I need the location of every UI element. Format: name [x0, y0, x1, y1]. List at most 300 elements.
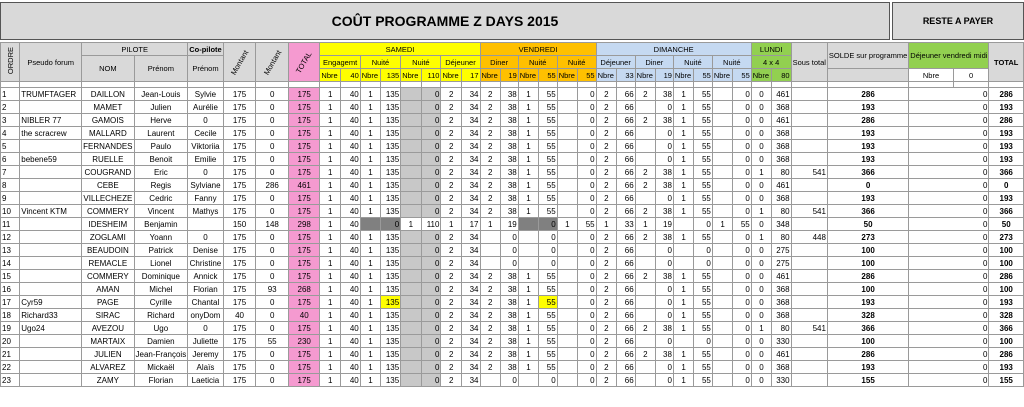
value-cell[interactable] [578, 309, 597, 322]
value-cell[interactable] [656, 88, 674, 101]
total-cell[interactable] [289, 270, 320, 283]
header-solde-blank[interactable] [827, 69, 908, 82]
montant1-cell[interactable] [223, 88, 256, 101]
value-cell[interactable] [656, 309, 674, 322]
value-cell[interactable] [360, 140, 380, 153]
dej-vend-cell[interactable] [909, 101, 989, 114]
nom-cell[interactable] [82, 192, 134, 205]
nom-cell[interactable] [82, 88, 134, 101]
prenom-cell[interactable] [134, 127, 188, 140]
dej-vend-cell[interactable] [909, 88, 989, 101]
value-cell[interactable] [381, 348, 401, 361]
value-cell[interactable] [772, 309, 791, 322]
value-cell[interactable] [539, 114, 558, 127]
value-cell[interactable] [401, 322, 421, 335]
value-cell[interactable] [733, 361, 752, 374]
value-cell[interactable] [751, 218, 771, 231]
value-cell[interactable] [712, 309, 732, 322]
nom-cell[interactable] [82, 114, 134, 127]
header-nbre[interactable] [712, 69, 732, 82]
value-cell[interactable] [712, 231, 732, 244]
nom-cell[interactable] [82, 309, 134, 322]
value-cell[interactable] [557, 153, 577, 166]
value-cell[interactable] [421, 101, 441, 114]
value-cell[interactable] [635, 88, 655, 101]
montant1-cell[interactable] [223, 244, 256, 257]
value-cell[interactable] [673, 127, 693, 140]
sous-total-cell[interactable] [791, 231, 827, 244]
value-cell[interactable] [500, 374, 518, 387]
montant1-cell[interactable] [223, 361, 256, 374]
value-cell[interactable] [772, 322, 791, 335]
value-cell[interactable] [617, 296, 636, 309]
value-cell[interactable] [341, 101, 361, 114]
value-cell[interactable] [421, 296, 441, 309]
value-cell[interactable] [596, 348, 617, 361]
header-sub-dejeuner[interactable] [441, 56, 480, 69]
sous-total-cell[interactable] [791, 166, 827, 179]
value-cell[interactable] [381, 114, 401, 127]
value-cell[interactable] [320, 296, 341, 309]
header-samedi[interactable] [320, 43, 480, 56]
prenom-copilote-cell[interactable] [188, 192, 224, 205]
solde-cell[interactable] [827, 192, 908, 205]
prenom-cell[interactable] [134, 166, 188, 179]
value-cell[interactable] [341, 114, 361, 127]
value-cell[interactable] [401, 348, 421, 361]
value-cell[interactable] [480, 335, 500, 348]
value-cell[interactable] [578, 166, 597, 179]
value-cell[interactable] [518, 231, 538, 244]
value-cell[interactable] [712, 101, 732, 114]
value-cell[interactable] [500, 322, 518, 335]
value-cell[interactable] [712, 374, 732, 387]
header-prenom-copilote[interactable] [188, 56, 224, 82]
value-cell[interactable] [733, 166, 752, 179]
value-cell[interactable] [557, 348, 577, 361]
value-cell[interactable] [635, 192, 655, 205]
value-cell[interactable] [401, 140, 421, 153]
value-cell[interactable] [596, 101, 617, 114]
value-cell[interactable] [360, 205, 380, 218]
value-cell[interactable] [401, 114, 421, 127]
value-cell[interactable] [578, 348, 597, 361]
value-cell[interactable] [694, 309, 713, 322]
ordre-cell[interactable] [1, 257, 20, 270]
montant2-cell[interactable] [256, 348, 289, 361]
prenom-copilote-cell[interactable] [188, 257, 224, 270]
prenom-cell[interactable] [134, 374, 188, 387]
value-cell[interactable] [539, 348, 558, 361]
header-dejeuner-vendredi[interactable] [909, 43, 989, 69]
value-cell[interactable] [500, 218, 518, 231]
prenom-cell[interactable] [134, 348, 188, 361]
montant2-cell[interactable] [256, 270, 289, 283]
value-cell[interactable] [712, 88, 732, 101]
ordre-cell[interactable] [1, 231, 20, 244]
value-cell[interactable] [656, 335, 674, 348]
nom-cell[interactable] [82, 283, 134, 296]
value-cell[interactable] [635, 335, 655, 348]
value-cell[interactable] [617, 231, 636, 244]
value-cell[interactable] [712, 140, 732, 153]
value-cell[interactable] [360, 231, 380, 244]
value-cell[interactable] [596, 231, 617, 244]
value-cell[interactable] [480, 166, 500, 179]
value-cell[interactable] [480, 127, 500, 140]
total-right-cell[interactable] [989, 374, 1024, 387]
solde-cell[interactable] [827, 257, 908, 270]
dej-vend-cell[interactable] [909, 218, 989, 231]
value-cell[interactable] [751, 296, 771, 309]
value-cell[interactable] [441, 179, 462, 192]
prenom-cell[interactable] [134, 322, 188, 335]
value-cell[interactable] [360, 270, 380, 283]
value-cell[interactable] [557, 309, 577, 322]
header-sous-total[interactable] [791, 43, 827, 82]
value-cell[interactable] [441, 88, 462, 101]
value-cell[interactable] [596, 309, 617, 322]
value-cell[interactable] [421, 322, 441, 335]
total-right-cell[interactable] [989, 270, 1024, 283]
value-cell[interactable] [772, 101, 791, 114]
value-cell[interactable] [539, 231, 558, 244]
value-cell[interactable] [381, 231, 401, 244]
value-cell[interactable] [518, 127, 538, 140]
value-cell[interactable] [500, 88, 518, 101]
value-cell[interactable] [500, 244, 518, 257]
value-cell[interactable] [751, 244, 771, 257]
value-cell[interactable] [712, 322, 732, 335]
value-cell[interactable] [733, 257, 752, 270]
value-cell[interactable] [401, 361, 421, 374]
ordre-cell[interactable] [1, 127, 20, 140]
value-cell[interactable] [441, 114, 462, 127]
header-price[interactable] [733, 69, 752, 82]
value-cell[interactable] [712, 192, 732, 205]
value-cell[interactable] [441, 348, 462, 361]
value-cell[interactable] [461, 309, 480, 322]
montant2-cell[interactable] [256, 179, 289, 192]
value-cell[interactable] [500, 283, 518, 296]
sous-total-cell[interactable] [791, 361, 827, 374]
total-cell[interactable] [289, 309, 320, 322]
dej-vend-cell[interactable] [909, 114, 989, 127]
dej-vend-cell[interactable] [909, 374, 989, 387]
value-cell[interactable] [596, 335, 617, 348]
value-cell[interactable] [341, 283, 361, 296]
total-cell[interactable] [289, 322, 320, 335]
value-cell[interactable] [461, 205, 480, 218]
value-cell[interactable] [673, 335, 693, 348]
value-cell[interactable] [673, 179, 693, 192]
value-cell[interactable] [461, 283, 480, 296]
value-cell[interactable] [480, 101, 500, 114]
prenom-cell[interactable] [134, 257, 188, 270]
value-cell[interactable] [635, 244, 655, 257]
value-cell[interactable] [635, 153, 655, 166]
value-cell[interactable] [673, 88, 693, 101]
value-cell[interactable] [578, 322, 597, 335]
value-cell[interactable] [421, 88, 441, 101]
value-cell[interactable] [381, 361, 401, 374]
value-cell[interactable] [733, 101, 752, 114]
value-cell[interactable] [712, 361, 732, 374]
montant1-cell[interactable] [223, 322, 256, 335]
value-cell[interactable] [441, 283, 462, 296]
value-cell[interactable] [341, 270, 361, 283]
value-cell[interactable] [578, 231, 597, 244]
value-cell[interactable] [733, 192, 752, 205]
value-cell[interactable] [320, 335, 341, 348]
total-cell[interactable] [289, 361, 320, 374]
dej-vend-cell[interactable] [909, 296, 989, 309]
sous-total-cell[interactable] [791, 374, 827, 387]
value-cell[interactable] [751, 88, 771, 101]
value-cell[interactable] [401, 257, 421, 270]
pseudo-cell[interactable] [20, 166, 82, 179]
value-cell[interactable] [733, 153, 752, 166]
value-cell[interactable] [320, 374, 341, 387]
value-cell[interactable] [656, 257, 674, 270]
value-cell[interactable] [617, 335, 636, 348]
value-cell[interactable] [320, 361, 341, 374]
value-cell[interactable] [635, 270, 655, 283]
value-cell[interactable] [578, 270, 597, 283]
value-cell[interactable] [500, 335, 518, 348]
total-right-cell[interactable] [989, 205, 1024, 218]
value-cell[interactable] [694, 335, 713, 348]
dej-vend-cell[interactable] [909, 335, 989, 348]
prenom-copilote-cell[interactable] [188, 101, 224, 114]
value-cell[interactable] [617, 270, 636, 283]
value-cell[interactable] [673, 192, 693, 205]
value-cell[interactable] [656, 205, 674, 218]
value-cell[interactable] [617, 244, 636, 257]
value-cell[interactable] [381, 166, 401, 179]
value-cell[interactable] [381, 101, 401, 114]
dej-vend-cell[interactable] [909, 361, 989, 374]
value-cell[interactable] [694, 114, 713, 127]
sous-total-cell[interactable] [791, 348, 827, 361]
nom-cell[interactable] [82, 140, 134, 153]
prenom-copilote-cell[interactable] [188, 88, 224, 101]
value-cell[interactable] [461, 296, 480, 309]
value-cell[interactable] [539, 335, 558, 348]
value-cell[interactable] [772, 348, 791, 361]
value-cell[interactable] [635, 140, 655, 153]
value-cell[interactable] [656, 153, 674, 166]
header-nbre[interactable] [673, 69, 693, 82]
value-cell[interactable] [341, 244, 361, 257]
value-cell[interactable] [360, 374, 380, 387]
pseudo-cell[interactable] [20, 361, 82, 374]
pseudo-cell[interactable] [20, 335, 82, 348]
value-cell[interactable] [461, 114, 480, 127]
header-dimanche[interactable] [596, 43, 751, 56]
montant1-cell[interactable] [223, 205, 256, 218]
solde-cell[interactable] [827, 283, 908, 296]
value-cell[interactable] [772, 244, 791, 257]
value-cell[interactable] [751, 309, 771, 322]
total-right-cell[interactable] [989, 283, 1024, 296]
value-cell[interactable] [441, 244, 462, 257]
prenom-copilote-cell[interactable] [188, 231, 224, 244]
value-cell[interactable] [480, 257, 500, 270]
total-cell[interactable] [289, 205, 320, 218]
dej-vend-cell[interactable] [909, 348, 989, 361]
value-cell[interactable] [421, 257, 441, 270]
total-right-cell[interactable] [989, 348, 1024, 361]
value-cell[interactable] [751, 231, 771, 244]
value-cell[interactable] [578, 192, 597, 205]
total-right-cell[interactable] [989, 257, 1024, 270]
value-cell[interactable] [360, 179, 380, 192]
value-cell[interactable] [617, 192, 636, 205]
value-cell[interactable] [441, 309, 462, 322]
value-cell[interactable] [673, 205, 693, 218]
montant2-cell[interactable] [256, 114, 289, 127]
value-cell[interactable] [500, 127, 518, 140]
sous-total-cell[interactable] [791, 218, 827, 231]
ordre-cell[interactable] [1, 244, 20, 257]
header-copilote[interactable] [188, 43, 224, 56]
value-cell[interactable] [539, 101, 558, 114]
nom-cell[interactable] [82, 361, 134, 374]
value-cell[interactable] [341, 335, 361, 348]
montant1-cell[interactable] [223, 140, 256, 153]
value-cell[interactable] [381, 309, 401, 322]
montant2-cell[interactable] [256, 361, 289, 374]
value-cell[interactable] [772, 88, 791, 101]
value-cell[interactable] [694, 322, 713, 335]
ordre-cell[interactable] [1, 140, 20, 153]
ordre-cell[interactable] [1, 101, 20, 114]
value-cell[interactable] [341, 166, 361, 179]
value-cell[interactable] [500, 153, 518, 166]
value-cell[interactable] [518, 283, 538, 296]
ordre-cell[interactable] [1, 205, 20, 218]
pseudo-cell[interactable] [20, 270, 82, 283]
montant1-cell[interactable] [223, 192, 256, 205]
value-cell[interactable] [480, 348, 500, 361]
value-cell[interactable] [320, 257, 341, 270]
pseudo-cell[interactable] [20, 140, 82, 153]
header-nbre[interactable] [320, 69, 341, 82]
value-cell[interactable] [401, 153, 421, 166]
value-cell[interactable] [712, 218, 732, 231]
total-cell[interactable] [289, 374, 320, 387]
prenom-cell[interactable] [134, 361, 188, 374]
value-cell[interactable] [401, 179, 421, 192]
montant1-cell[interactable] [223, 166, 256, 179]
value-cell[interactable] [421, 114, 441, 127]
value-cell[interactable] [578, 205, 597, 218]
montant1-cell[interactable] [223, 257, 256, 270]
value-cell[interactable] [461, 153, 480, 166]
header-nbre[interactable] [557, 69, 577, 82]
value-cell[interactable] [656, 283, 674, 296]
value-cell[interactable] [500, 140, 518, 153]
prenom-copilote-cell[interactable] [188, 166, 224, 179]
total-cell[interactable] [289, 283, 320, 296]
value-cell[interactable] [341, 192, 361, 205]
nom-cell[interactable] [82, 257, 134, 270]
value-cell[interactable] [596, 192, 617, 205]
prenom-copilote-cell[interactable] [188, 296, 224, 309]
value-cell[interactable] [557, 88, 577, 101]
sous-total-cell[interactable] [791, 270, 827, 283]
montant2-cell[interactable] [256, 244, 289, 257]
total-cell[interactable] [289, 244, 320, 257]
value-cell[interactable] [480, 231, 500, 244]
header-nbre-dv[interactable] [909, 69, 954, 82]
value-cell[interactable] [320, 140, 341, 153]
value-cell[interactable] [518, 296, 538, 309]
value-cell[interactable] [578, 335, 597, 348]
value-cell[interactable] [578, 88, 597, 101]
value-cell[interactable] [635, 283, 655, 296]
total-cell[interactable] [289, 114, 320, 127]
value-cell[interactable] [401, 296, 421, 309]
value-cell[interactable] [441, 374, 462, 387]
prenom-copilote-cell[interactable] [188, 361, 224, 374]
montant2-cell[interactable] [256, 88, 289, 101]
value-cell[interactable] [772, 114, 791, 127]
value-cell[interactable] [772, 283, 791, 296]
sous-total-cell[interactable] [791, 153, 827, 166]
value-cell[interactable] [320, 322, 341, 335]
value-cell[interactable] [772, 179, 791, 192]
value-cell[interactable] [421, 205, 441, 218]
value-cell[interactable] [421, 140, 441, 153]
sous-total-cell[interactable] [791, 296, 827, 309]
value-cell[interactable] [596, 270, 617, 283]
value-cell[interactable] [751, 361, 771, 374]
montant1-cell[interactable] [223, 283, 256, 296]
total-cell[interactable] [289, 140, 320, 153]
value-cell[interactable] [733, 127, 752, 140]
value-cell[interactable] [518, 101, 538, 114]
value-cell[interactable] [656, 270, 674, 283]
value-cell[interactable] [578, 361, 597, 374]
prenom-copilote-cell[interactable] [188, 348, 224, 361]
total-right-cell[interactable] [989, 140, 1024, 153]
value-cell[interactable] [401, 127, 421, 140]
value-cell[interactable] [441, 335, 462, 348]
pseudo-cell[interactable] [20, 309, 82, 322]
value-cell[interactable] [401, 166, 421, 179]
pseudo-cell[interactable] [20, 179, 82, 192]
value-cell[interactable] [518, 322, 538, 335]
prenom-copilote-cell[interactable] [188, 179, 224, 192]
value-cell[interactable] [617, 179, 636, 192]
value-cell[interactable] [539, 296, 558, 309]
value-cell[interactable] [320, 166, 341, 179]
value-cell[interactable] [421, 192, 441, 205]
header-price[interactable] [694, 69, 713, 82]
header-sub-nuite[interactable] [712, 56, 751, 69]
header-nbre[interactable] [518, 69, 538, 82]
value-cell[interactable] [617, 205, 636, 218]
value-cell[interactable] [694, 205, 713, 218]
value-cell[interactable] [656, 101, 674, 114]
value-cell[interactable] [518, 257, 538, 270]
value-cell[interactable] [518, 309, 538, 322]
pseudo-cell[interactable] [20, 348, 82, 361]
value-cell[interactable] [656, 218, 674, 231]
prenom-cell[interactable] [134, 114, 188, 127]
